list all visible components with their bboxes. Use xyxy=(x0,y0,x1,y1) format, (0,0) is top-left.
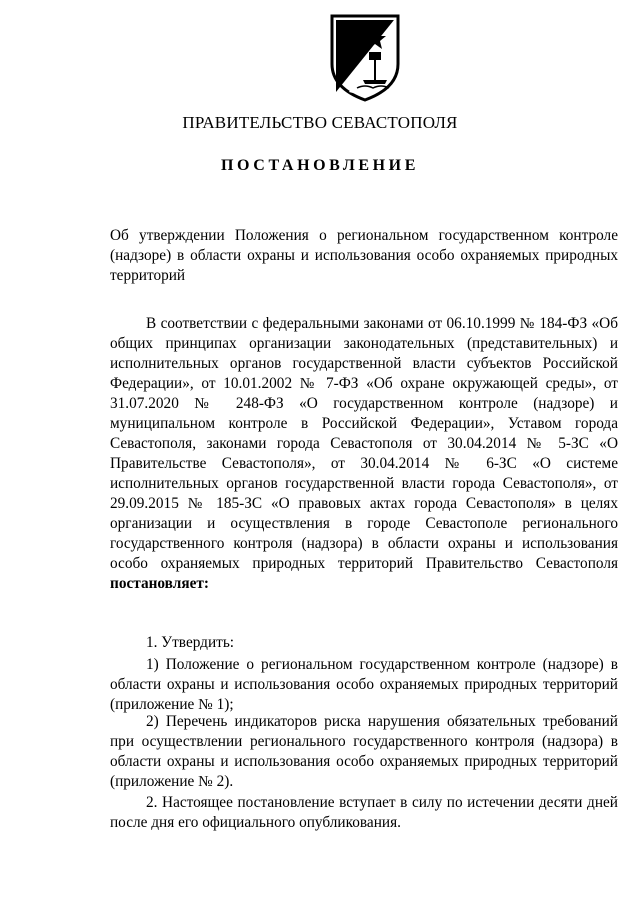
preamble-text: В соответствии с федеральными законами от 06.10.1999 № 184-ФЗ «Об общих принципах организации законодательных (представительных) и исполнительных органов государственной власти субъектов Российской Федерации», от 10.01.2002 № 7-ФЗ «Об охране окружающей среды», от 31.07.2020 № 248-ФЗ «О государственном контроле (надзоре) и муниципальном контроле в Российской Федерации», Уставом города Севастополя, законами города Севастополя от 30.04.2014 № 5-ЗС «О Правительстве Севастополя», от 30.04.2014 № 6-ЗС «О системе исполнительных органов государственной власти города Севастополя», от 29.09.2015 № 185-ЗС «О правовых актах города Севастополя» в целях организации и осуществления в городе Севастополе регионального государственного контроля (надзора) в области охраны и использования особо охраняемых природных территорий Правительство Севастополя xyxy=(110,315,618,572)
sevastopol-coat-of-arms-icon xyxy=(329,14,401,102)
government-title: ПРАВИТЕЛЬСТВО СЕВАСТОПОЛЯ xyxy=(182,113,458,132)
item-1: 1. Утвердить: xyxy=(146,634,235,651)
item-1-subitem-2: 2) Перечень индикаторов риска нарушения обязательных требований при осуществлении регионального государственного контроля (надзора) в области охраны и использования особо охраняемых природных территорий (приложение № 2). xyxy=(110,713,618,790)
item-2: 2. Настоящее постановление вступает в силу по истечении десяти дней после дня его официального опубликования. xyxy=(110,794,618,831)
preamble-paragraph xyxy=(110,314,618,594)
document-subject: Об утверждении Положения о региональном государственном контроле (надзоре) в области охраны и использования особо охраняемых природных территорий xyxy=(110,227,618,284)
document-type-heading: ПОСТАНОВЛЕНИЕ xyxy=(221,157,419,174)
resolves-word: постановляет: xyxy=(110,575,209,592)
item-1-subitem-1: 1) Положение о региональном государственном контроле (надзоре) в области охраны и использования особо охраняемых природных территорий (приложение № 1); xyxy=(110,656,618,713)
